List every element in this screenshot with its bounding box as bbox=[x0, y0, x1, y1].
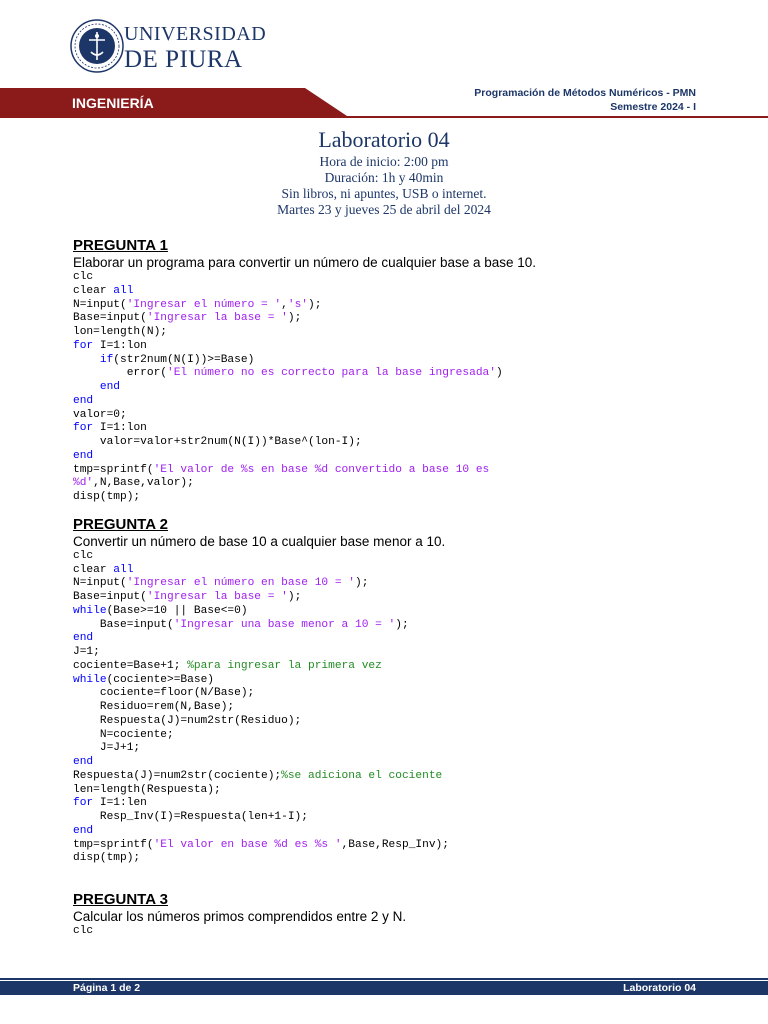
code-line bbox=[73, 701, 713, 715]
question-description: Convertir un número de base 10 a cualquier base menor a 10. bbox=[73, 533, 446, 549]
code-token-str: 'Ingresar la base = ' bbox=[146, 591, 288, 603]
department-label: INGENIERÍA bbox=[72, 95, 154, 111]
code-block bbox=[73, 271, 713, 505]
department-band bbox=[0, 88, 350, 118]
code-token bbox=[73, 354, 100, 366]
code-token-kw: all bbox=[113, 563, 134, 576]
rules: Sin libros, ni apuntes, USB o internet. bbox=[281, 186, 487, 201]
code-token: clear bbox=[73, 563, 114, 576]
code-token: , bbox=[281, 298, 288, 311]
code-token: (Base>=10 || Base<=0) bbox=[106, 604, 248, 617]
code-block bbox=[73, 925, 713, 939]
code-token: ) bbox=[495, 367, 503, 380]
code-token: Residuo=rem(N,Base); bbox=[73, 701, 235, 713]
code-line bbox=[73, 797, 713, 811]
code-line bbox=[73, 550, 713, 564]
header-divider bbox=[330, 116, 768, 118]
code-token: clc bbox=[73, 549, 94, 562]
code-line bbox=[73, 852, 713, 866]
code-token: tmp=sprintf( bbox=[73, 838, 154, 851]
code-token-str: %d' bbox=[73, 477, 94, 490]
code-line bbox=[73, 450, 713, 464]
code-line bbox=[73, 674, 713, 688]
question-3 bbox=[73, 891, 713, 939]
code-token-kw: end bbox=[99, 381, 121, 393]
code-token: N=input( bbox=[73, 577, 127, 590]
code-line bbox=[73, 784, 713, 798]
code-line bbox=[73, 660, 713, 674]
code-token: (str2num(N(I))>=Base) bbox=[113, 353, 255, 366]
code-token: ); bbox=[395, 618, 409, 631]
code-line bbox=[73, 619, 713, 633]
question-heading: PREGUNTA 2 bbox=[73, 515, 169, 533]
code-line bbox=[73, 491, 713, 505]
code-line bbox=[73, 312, 713, 326]
code-token: Base=input( bbox=[73, 591, 147, 603]
code-token: valor=0; bbox=[73, 408, 127, 421]
code-line bbox=[73, 464, 713, 478]
code-token-kw: while bbox=[73, 604, 107, 617]
lab-title-block bbox=[0, 126, 768, 218]
code-line bbox=[73, 271, 713, 285]
code-line bbox=[73, 925, 713, 939]
code-token: J=J+1; bbox=[73, 742, 141, 755]
footer-divider bbox=[0, 978, 768, 980]
code-line bbox=[73, 564, 713, 578]
code-line bbox=[73, 381, 713, 395]
question-description: Elaborar un programa para convertir un número de cualquier base a base 10. bbox=[73, 255, 537, 270]
code-token-kw: end bbox=[73, 824, 94, 837]
code-line bbox=[73, 715, 713, 729]
code-block bbox=[73, 550, 713, 866]
code-token: J=1; bbox=[73, 646, 100, 658]
lab-title: Laboratorio 04 bbox=[318, 127, 450, 152]
code-token-kw: if bbox=[99, 353, 114, 366]
question-2 bbox=[73, 516, 713, 866]
code-token: I=1:lon bbox=[93, 422, 147, 435]
code-token: (cociente>=Base) bbox=[106, 673, 214, 686]
code-token-str: 'Ingresar una base menor a 10 = ' bbox=[173, 618, 396, 631]
university-name-line1: UNIVERSIDAD bbox=[124, 23, 267, 45]
code-line bbox=[73, 605, 713, 619]
code-token-cmt: %para ingresar la primera vez bbox=[187, 659, 382, 672]
code-token-kw: end bbox=[73, 756, 94, 768]
code-token: I=1:len bbox=[93, 797, 147, 810]
code-line bbox=[73, 340, 713, 354]
code-token: clc bbox=[73, 271, 94, 283]
code-line bbox=[73, 436, 713, 450]
question-heading: PREGUNTA 1 bbox=[73, 237, 169, 254]
code-line bbox=[73, 354, 713, 368]
code-token: valor=valor+str2num(N(I))*Base^(lon-I); bbox=[73, 436, 362, 448]
code-token bbox=[73, 381, 100, 393]
code-line bbox=[73, 367, 713, 381]
start-time: Hora de inicio: 2:00 pm bbox=[319, 154, 449, 169]
code-token: lon=length(N); bbox=[73, 326, 167, 338]
question-1 bbox=[73, 237, 713, 505]
code-line bbox=[73, 770, 713, 784]
code-line bbox=[73, 577, 713, 591]
page-number: Página 1 de 2 bbox=[73, 982, 141, 994]
course-info bbox=[474, 86, 696, 114]
code-token: clc bbox=[73, 925, 94, 937]
code-token-kw: end bbox=[73, 449, 94, 462]
duration: Duración: 1h y 40min bbox=[324, 170, 444, 185]
code-token-kw: for bbox=[73, 797, 94, 810]
code-token: I=1:lon bbox=[93, 339, 147, 352]
code-line bbox=[73, 687, 713, 701]
code-line bbox=[73, 825, 713, 839]
code-line bbox=[73, 395, 713, 409]
semester-label: Semestre 2024 - I bbox=[610, 101, 696, 113]
code-token-kw: for bbox=[73, 339, 94, 352]
code-line bbox=[73, 632, 713, 646]
code-token-kw: end bbox=[73, 394, 94, 407]
code-token-str: 'Ingresar la base = ' bbox=[146, 312, 288, 325]
code-line bbox=[73, 285, 713, 299]
dates: Martes 23 y jueves 25 de abril del 2024 bbox=[277, 202, 491, 217]
question-description: Calcular los números primos comprendidos entre 2 y N. bbox=[73, 909, 407, 924]
code-token: disp(tmp); bbox=[73, 852, 141, 865]
code-line bbox=[73, 591, 713, 605]
code-line bbox=[73, 477, 713, 491]
footer-doc-title: Laboratorio 04 bbox=[623, 982, 696, 994]
code-token: ); bbox=[287, 312, 302, 325]
code-line bbox=[73, 326, 713, 340]
code-token: ); bbox=[308, 298, 322, 311]
code-token-str: 'Ingresar el número = ' bbox=[126, 298, 282, 311]
code-token-cmt: %se adiciona el cociente bbox=[281, 769, 443, 782]
code-token-str: 's' bbox=[287, 298, 309, 311]
questions-content bbox=[73, 237, 713, 939]
code-token: Base=input( bbox=[73, 312, 147, 325]
code-line bbox=[73, 839, 713, 853]
university-seal-icon bbox=[70, 16, 124, 76]
code-line bbox=[73, 299, 713, 313]
code-token: tmp=sprintf( bbox=[73, 463, 154, 476]
course-name: Programación de Métodos Numéricos - PMN bbox=[474, 87, 696, 99]
code-token: cociente=Base+1; bbox=[73, 659, 188, 672]
code-line bbox=[73, 811, 713, 825]
code-token: ,Base,Resp_Inv); bbox=[341, 838, 449, 851]
code-token: N=input( bbox=[73, 298, 127, 311]
code-token: error( bbox=[73, 367, 167, 380]
code-token-str: 'El número no es correcto para la base ingresada' bbox=[167, 367, 496, 380]
code-line bbox=[73, 729, 713, 743]
code-token: ); bbox=[287, 591, 302, 603]
code-token-kw: for bbox=[73, 422, 94, 435]
code-token: Respuesta(J)=num2str(cociente); bbox=[73, 769, 282, 782]
code-token-kw: end bbox=[73, 632, 94, 645]
code-token-kw: while bbox=[73, 673, 107, 686]
code-token-kw: all bbox=[113, 284, 134, 297]
code-line bbox=[73, 756, 713, 770]
code-token: N=cociente; bbox=[73, 728, 174, 741]
code-token: clear bbox=[73, 284, 114, 297]
code-token: cociente=floor(N/Base); bbox=[73, 687, 255, 700]
code-token-str: 'Ingresar el número en base 10 = ' bbox=[126, 577, 355, 590]
question-heading: PREGUNTA 3 bbox=[73, 891, 169, 908]
code-token: len=length(Respuesta); bbox=[73, 783, 221, 796]
code-line bbox=[73, 646, 713, 660]
university-name bbox=[124, 24, 266, 72]
code-token-str: 'El valor de %s en base %d convertido a base 10 es bbox=[153, 463, 490, 476]
code-line bbox=[73, 742, 713, 756]
code-token: disp(tmp); bbox=[73, 491, 141, 503]
code-token-str: 'El valor en base %d es %s ' bbox=[153, 838, 342, 851]
code-token: Resp_Inv(I)=Respuesta(len+1-I); bbox=[73, 811, 308, 823]
code-token: ); bbox=[354, 577, 369, 590]
university-name-line2: DE PIURA bbox=[124, 46, 243, 73]
code-token: Respuesta(J)=num2str(Residuo); bbox=[73, 714, 302, 727]
code-line bbox=[73, 409, 713, 423]
code-token: ,N,Base,valor); bbox=[93, 477, 194, 490]
code-token: Base=input( bbox=[73, 618, 174, 631]
code-line bbox=[73, 422, 713, 436]
